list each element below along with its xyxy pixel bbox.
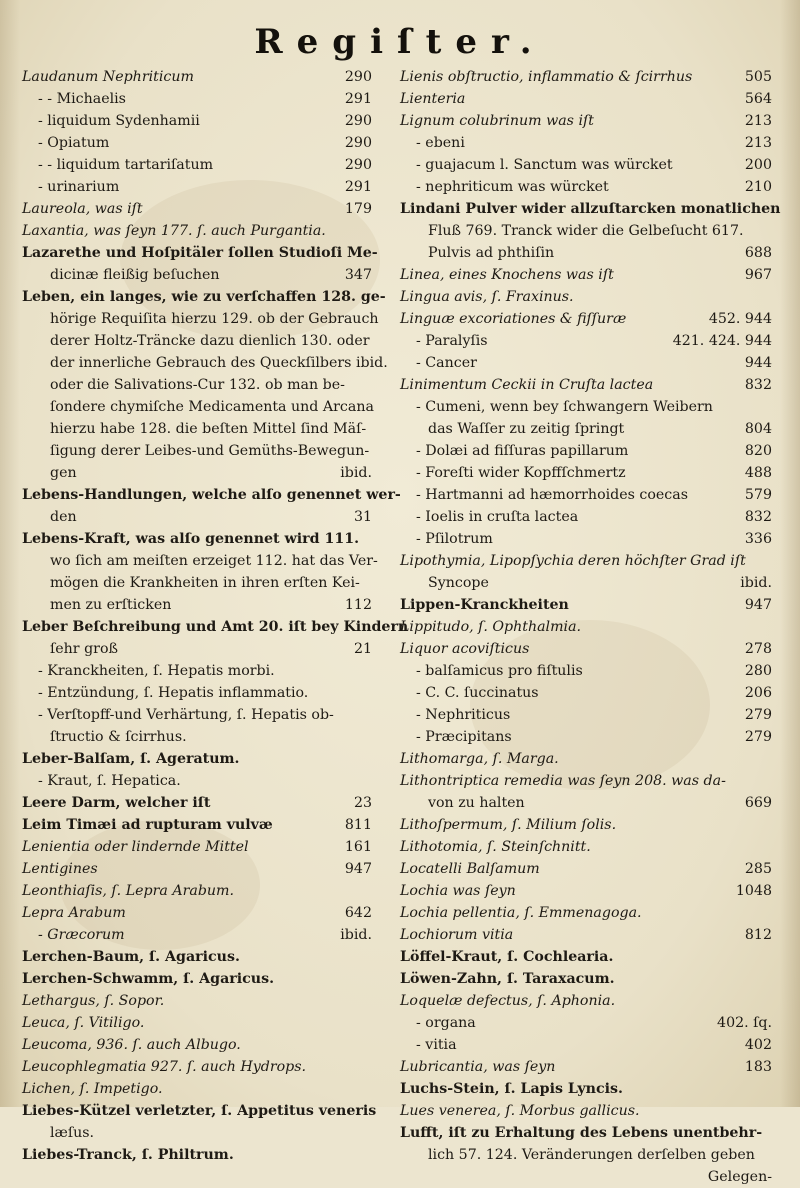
index-entry: [22, 66, 372, 88]
index-entry-text: Leber-Balſam, ſ. Ageratum.: [22, 751, 240, 767]
index-page-number: ibid.: [740, 575, 772, 591]
index-entry: [400, 924, 772, 946]
index-entry-text: Leucophlegmatia 927. ſ. auch Hydrops.: [22, 1059, 307, 1075]
index-entry-text: Lochia was ſeyn: [400, 883, 516, 899]
index-entry: [22, 352, 388, 374]
index-entry: [400, 462, 772, 484]
index-entry-text: Löffel-Kraut, ſ. Cochlearia.: [400, 949, 614, 965]
index-page-number: 179: [344, 201, 372, 217]
index-entry: [400, 902, 772, 924]
index-entry-text: - Verſtopff-und Verhärtung, ſ. Hepatis ob-: [38, 707, 334, 723]
index-entry: [400, 550, 772, 572]
index-entry: [22, 858, 372, 880]
index-entry: [400, 198, 781, 220]
index-entry: [22, 330, 372, 352]
index-entry-text: Lochia pellentia, ſ. Emmenagoga.: [400, 905, 642, 921]
index-entry: [22, 638, 372, 660]
page-edge-shade: [0, 0, 20, 1107]
index-entry: [400, 1034, 772, 1056]
index-entry: [400, 1166, 772, 1188]
index-entry-text: Lentigines: [22, 861, 98, 877]
index-entry: [400, 352, 772, 374]
index-page-number: 291: [344, 91, 372, 107]
index-page-number: 347: [344, 267, 372, 283]
index-entry: [400, 440, 772, 462]
index-entry-text: ſigung derer Leibes-und Gemüths-Bewegun-: [50, 443, 370, 459]
index-entry: [22, 242, 378, 264]
index-entry: [22, 616, 409, 638]
index-entry-text: - Cancer: [416, 355, 477, 371]
left-index-column: [22, 66, 409, 1166]
right-index-column: [400, 66, 781, 1188]
index-entry: [400, 748, 772, 770]
index-entry-text: Lichen, ſ. Impetigo.: [22, 1081, 163, 1097]
index-entry-text: - guajacum l. Sanctum was würcket: [416, 157, 673, 173]
index-entry: [22, 396, 372, 418]
index-entry: [400, 176, 772, 198]
index-entry: [400, 88, 772, 110]
index-entry: [400, 792, 772, 814]
index-entry-text: das Waſſer zu zeitig ſpringt: [428, 421, 625, 437]
index-entry-text: men zu erſticken: [50, 597, 172, 613]
index-page-number: ibid.: [340, 927, 372, 943]
index-page-number: 452. 944: [708, 311, 772, 327]
index-entry-text: Leber Beſchreibung und Amt 20. iſt bey Kindern: [22, 619, 409, 635]
index-entry: [22, 1100, 377, 1122]
index-entry: [22, 88, 372, 110]
index-entry-text: Linguæ excoriationes & fiſſuræ: [400, 311, 627, 327]
index-entry-text: ſehr groß: [50, 641, 118, 657]
index-entry: [400, 66, 772, 88]
index-entry: [400, 880, 772, 902]
index-entry-text: Lerchen-Schwamm, ſ. Agaricus.: [22, 971, 275, 987]
index-entry-text: Lues venerea, ſ. Morbus gallicus.: [400, 1103, 640, 1119]
index-page-number: 280: [744, 663, 772, 679]
index-entry-text: ſondere chymiſche Medicamenta und Arcana: [50, 399, 374, 415]
index-entry-text: - vitia: [416, 1037, 457, 1053]
index-entry: [22, 1078, 372, 1100]
index-page-number: 31: [353, 509, 372, 525]
index-entry-text: - organa: [416, 1015, 476, 1031]
index-entry: [22, 748, 372, 770]
index-entry-text: mögen die Krankheiten in ihren erſten Kei-: [50, 575, 360, 591]
index-entry: [400, 528, 772, 550]
index-entry-text: von zu halten: [428, 795, 525, 811]
index-entry: [22, 990, 372, 1012]
index-entry: [400, 814, 772, 836]
index-entry-text: Luchs-Stein, ſ. Lapis Lyncis.: [400, 1081, 623, 1097]
index-entry: [400, 638, 772, 660]
index-entry-text: Lebens-Handlungen, welche alſo genennet wer-: [22, 487, 401, 503]
index-entry-text: Linimentum Ceckii in Cruſta lactea: [400, 377, 654, 393]
index-page-number: 21: [353, 641, 372, 657]
index-page-number: 402: [744, 1037, 772, 1053]
index-entry-text: Lippen-Kranckheiten: [400, 597, 569, 613]
index-entry-text: derer Holtz-Träncke dazu dienlich 130. oder: [50, 333, 370, 349]
index-page-number: 23: [353, 795, 372, 811]
index-entry-text: Lenientia oder lindernde Mittel: [22, 839, 249, 855]
index-page-number: 811: [344, 817, 372, 833]
index-entry-text: den: [50, 509, 77, 525]
index-entry: [22, 132, 372, 154]
index-entry-text: - Kraut, ſ. Hepatica.: [38, 773, 181, 789]
index-entry: [22, 1056, 372, 1078]
index-page-number: 669: [744, 795, 772, 811]
index-entry: [400, 264, 772, 286]
index-page-number: 206: [744, 685, 772, 701]
index-entry-text: Laxantia, was ſeyn 177. ſ. auch Purgantia.: [22, 223, 326, 239]
index-page-number: 947: [344, 861, 372, 877]
index-entry: [22, 946, 372, 968]
index-page-number: 279: [744, 707, 772, 723]
page-edge-shade: [780, 0, 800, 1107]
index-entry: [22, 550, 378, 572]
index-entry-text: Lochiorum vitia: [400, 927, 514, 943]
index-entry-text: Lithontriptica remedia was ſeyn 208. was da-: [400, 773, 726, 789]
index-entry-text: Locatelli Balſamum: [400, 861, 540, 877]
index-page-number: 488: [744, 465, 772, 481]
index-entry-text: læſus.: [50, 1125, 95, 1141]
index-entry: [22, 880, 372, 902]
index-page-number: 820: [744, 443, 772, 459]
index-entry: [22, 462, 372, 484]
index-entry: [22, 374, 372, 396]
index-entry-text: Laureola, was iſt: [22, 201, 143, 217]
index-entry: [400, 132, 772, 154]
index-entry-text: - Pſilotrum: [416, 531, 493, 547]
index-entry-text: oder die Salivations-Cur 132. ob man be-: [50, 377, 345, 393]
index-entry-text: - Kranckheiten, ſ. Hepatis morbi.: [38, 663, 275, 679]
index-entry: [400, 572, 772, 594]
index-entry: [400, 594, 772, 616]
index-page-number: 336: [744, 531, 772, 547]
index-page-number: 210: [744, 179, 772, 195]
index-page-number: 183: [744, 1059, 772, 1075]
index-entry-text: Lubricantia, was ſeyn: [400, 1059, 556, 1075]
index-entry-text: Leim Timæi ad rupturam vulvæ: [22, 817, 273, 833]
index-entry-text: - urinarium: [38, 179, 120, 195]
index-entry-text: Leucoma, 936. ſ. auch Albugo.: [22, 1037, 241, 1053]
index-entry-text: Syncope: [428, 575, 489, 591]
index-entry: [400, 770, 772, 792]
index-entry: [22, 594, 372, 616]
index-entry: [22, 1122, 372, 1144]
index-entry-text: Leuca, ſ. Vitiligo.: [22, 1015, 145, 1031]
index-page-number: 832: [744, 377, 772, 393]
index-page-number: 947: [744, 597, 772, 613]
index-entry: [400, 506, 772, 528]
index-entry-text: - Entzündung, ſ. Hepatis inflammatio.: [38, 685, 309, 701]
index-entry-text: Loquelæ defectus, ſ. Aphonia.: [400, 993, 616, 1009]
index-entry-text: Lufft, iſt zu Erhaltung des Lebens unentbehr-: [400, 1125, 763, 1141]
index-entry-text: - - Michaelis: [38, 91, 126, 107]
index-entry-text: - Paralyſis: [416, 333, 488, 349]
index-entry-text: gen: [50, 465, 77, 481]
index-page-number: 278: [744, 641, 772, 657]
index-entry-text: - C. C. ſuccinatus: [416, 685, 539, 701]
index-entry: [22, 220, 372, 242]
index-entry-text: - Hartmanni ad hæmorrhoides coecas: [416, 487, 688, 503]
index-entry: [400, 968, 772, 990]
index-entry: [400, 704, 772, 726]
index-entry-text: Leere Darm, welcher iſt: [22, 795, 211, 811]
index-entry-text: Fluß 769. Tranck wider die Gelbeſucht 617.: [428, 223, 744, 239]
index-page-number: 290: [344, 113, 372, 129]
index-entry: [400, 1012, 772, 1034]
index-entry: [400, 396, 772, 418]
page-title: Regiſter.: [254, 22, 546, 62]
index-entry: [400, 1056, 772, 1078]
index-page-number: 564: [744, 91, 772, 107]
index-page-number: 579: [744, 487, 772, 503]
index-entry: [22, 418, 372, 440]
index-entry: [400, 1078, 772, 1100]
index-entry-text: Löwen-Zahn, ſ. Taraxacum.: [400, 971, 615, 987]
index-page-number: 200: [744, 157, 772, 173]
index-page-number: 112: [344, 597, 372, 613]
index-page-number: ibid.: [340, 465, 372, 481]
index-page-number: 642: [344, 905, 372, 921]
index-page-number: 832: [744, 509, 772, 525]
index-entry-text: wo ſich am meiſten erzeiget 112. hat das Ver-: [50, 553, 378, 569]
index-entry: [400, 858, 772, 880]
index-entry: [22, 528, 372, 550]
index-page-number: 213: [744, 135, 772, 151]
index-entry: [400, 946, 772, 968]
index-entry: [22, 726, 372, 748]
index-page-number: 505: [744, 69, 772, 85]
index-page-number: 1048: [735, 883, 772, 899]
index-entry-text: Liebes-Kützel verletzter, ſ. Appetitus veneris: [22, 1103, 377, 1119]
index-entry: [400, 836, 772, 858]
index-entry-text: dicinæ fleißig beſuchen: [50, 267, 220, 283]
index-page-number: 290: [344, 135, 372, 151]
index-entry-text: Laudanum Nephriticum: [22, 69, 194, 85]
index-entry: [400, 418, 772, 440]
index-entry: [400, 242, 772, 264]
index-entry-text: - Græcorum: [38, 927, 125, 943]
index-entry: [400, 154, 772, 176]
index-entry-text: Lerchen-Baum, ſ. Agaricus.: [22, 949, 240, 965]
index-page-number: 688: [744, 245, 772, 261]
index-entry: [22, 506, 372, 528]
index-page-number: 812: [744, 927, 772, 943]
index-entry-text: Lienteria: [400, 91, 466, 107]
index-entry: [400, 660, 772, 682]
index-page-number: 944: [744, 355, 772, 371]
index-entry: [400, 990, 772, 1012]
index-page-number: 279: [744, 729, 772, 745]
index-page-number: 213: [744, 113, 772, 129]
index-entry: [22, 682, 372, 704]
index-entry-text: der innerliche Gebrauch des Queckſilbers ibid.: [50, 355, 388, 371]
index-entry: [22, 264, 372, 286]
index-entry-text: Lithomarga, ſ. Marga.: [400, 751, 559, 767]
index-entry-text: - nephriticum was würcket: [416, 179, 609, 195]
index-entry-text: - Foreſti wider Kopffſchmertz: [416, 465, 626, 481]
index-entry-text: Lienis obſtructio, inflammatio & ſcirrhus: [400, 69, 693, 85]
index-entry-text: - - liquidum tartariſatum: [38, 157, 214, 173]
index-entry-text: Lepra Arabum: [22, 905, 126, 921]
index-entry: [400, 220, 772, 242]
index-entry: [400, 110, 772, 132]
index-page-number: 290: [344, 69, 372, 85]
index-entry-text: Liebes-Tranck, ſ. Philtrum.: [22, 1147, 234, 1163]
index-entry: [22, 154, 372, 176]
index-entry: [22, 660, 372, 682]
index-entry: [400, 682, 772, 704]
index-entry-text: - balſamicus pro fiſtulis: [416, 663, 583, 679]
index-entry-text: - liquidum Sydenhamii: [38, 113, 200, 129]
index-entry: [400, 1144, 772, 1166]
index-page-number: 285: [744, 861, 772, 877]
index-entry: [22, 704, 372, 726]
index-entry-text: Lipothymia, Lipopſychia deren höchſter Grad iſt: [400, 553, 746, 569]
index-entry: [22, 792, 372, 814]
index-entry-text: Lindani Pulver wider allzuſtarcken monatlichen: [400, 201, 781, 217]
index-entry: [22, 440, 372, 462]
index-entry-text: Lippitudo, ſ. Ophthalmia.: [400, 619, 582, 635]
index-entry: [400, 1100, 772, 1122]
index-entry: [22, 1034, 372, 1056]
index-entry: [400, 1122, 772, 1144]
index-page-number: 290: [344, 157, 372, 173]
index-entry-text: Lithotomia, ſ. Steinſchnitt.: [400, 839, 591, 855]
index-entry-text: - Cumeni, wenn bey ſchwangern Weibern: [416, 399, 713, 415]
index-entry-text: Pulvis ad phthiſin: [428, 245, 555, 261]
index-entry: [22, 198, 372, 220]
index-entry: [400, 726, 772, 748]
index-entry-text: Lingua avis, ſ. Fraxinus.: [400, 289, 574, 305]
index-entry-text: - Præcipitans: [416, 729, 512, 745]
index-page-number: 161: [344, 839, 372, 855]
index-entry: [22, 572, 372, 594]
index-entry: [400, 286, 772, 308]
index-entry: [22, 770, 372, 792]
index-entry: [22, 286, 386, 308]
index-entry-text: Lazarethe und Hoſpitäler ſollen Studioſi Me-: [22, 245, 378, 261]
index-page-number: 402. ſq.: [717, 1015, 772, 1031]
index-entry-text: Lignum colubrinum was iſt: [400, 113, 594, 129]
index-entry: [22, 1012, 372, 1034]
index-entry: [22, 814, 372, 836]
index-entry-text: Leben, ein langes, wie zu verſchaffen 128. ge-: [22, 289, 386, 305]
index-entry-text: Linea, eines Knochens was iſt: [400, 267, 614, 283]
index-entry-text: Liquor acoviſticus: [400, 641, 530, 657]
index-entry: [400, 308, 772, 330]
index-entry-text: - Nephriticus: [416, 707, 511, 723]
index-entry-text: lich 57. 124. Veränderungen derſelben geben: [428, 1147, 755, 1163]
index-entry: [400, 616, 772, 638]
index-entry-text: Gelegen-: [707, 1169, 772, 1185]
index-entry-text: hierzu habe 128. die beſten Mittel ſind Mäſ-: [50, 421, 367, 437]
index-page-number: 804: [744, 421, 772, 437]
index-page-number: 967: [744, 267, 772, 283]
index-entry: [400, 484, 772, 506]
index-entry: [22, 1144, 372, 1166]
index-entry: [22, 836, 372, 858]
index-entry: [400, 374, 772, 396]
index-entry: [22, 110, 372, 132]
index-entry: [22, 924, 372, 946]
index-entry-text: - Dolæi ad fiſſuras papillarum: [416, 443, 629, 459]
index-entry-text: - ebeni: [416, 135, 465, 151]
index-page-number: 421. 424. 944: [672, 333, 772, 349]
index-entry-text: Lebens-Kraft, was alſo genennet wird 111.: [22, 531, 360, 547]
index-entry: [22, 308, 379, 330]
index-entry: [22, 902, 372, 924]
index-entry-text: hörige Requiſita hierzu 129. ob der Gebrauch: [50, 311, 379, 327]
index-entry: [22, 968, 372, 990]
index-page-number: 291: [344, 179, 372, 195]
index-entry: [22, 176, 372, 198]
index-entry-text: - Opiatum: [38, 135, 110, 151]
index-entry-text: Lethargus, ſ. Sopor.: [22, 993, 165, 1009]
index-entry: [400, 330, 772, 352]
index-entry-text: - Ioelis in cruſta lactea: [416, 509, 579, 525]
index-entry-text: Leonthiaſis, ſ. Lepra Arabum.: [22, 883, 235, 899]
index-entry: [22, 484, 401, 506]
index-entry-text: ſtructio & ſcirrhus.: [50, 729, 187, 745]
index-entry-text: Lithoſpermum, ſ. Milium ſolis.: [400, 817, 617, 833]
